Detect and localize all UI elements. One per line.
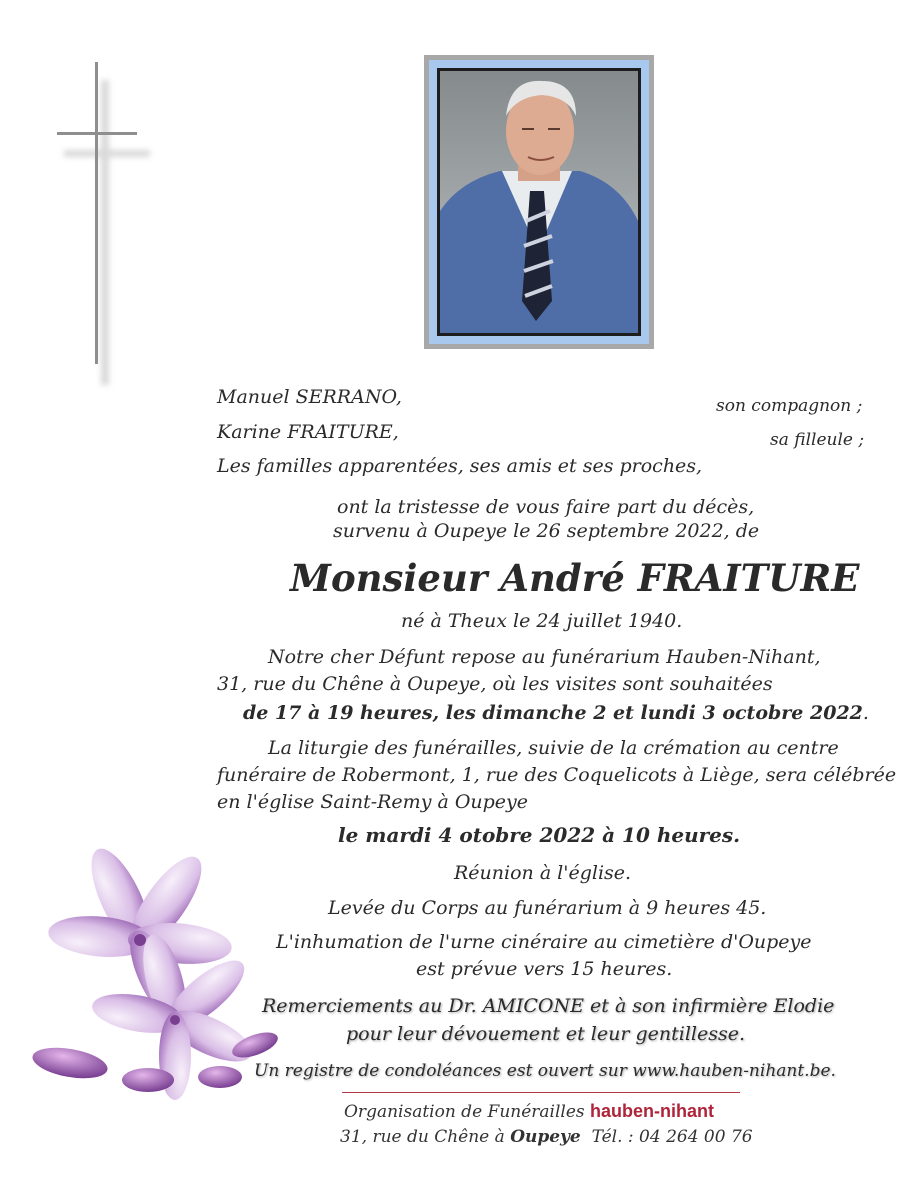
brand-logo: hauben-nihant <box>590 1101 715 1121</box>
family-others: Les familles apparentées, ses amis et ses proches, <box>217 455 703 477</box>
liturgy-line: en l'église Saint-Remy à Oupeye <box>217 791 529 813</box>
announcement-line: ont la tristesse de vous faire part du décès, <box>337 496 755 518</box>
visitation-line: Notre cher Défunt repose au funérarium Hauben-Nihant, <box>268 646 821 668</box>
cross-icon <box>57 132 137 135</box>
family-member-role: son compagnon ; <box>716 396 863 416</box>
liturgy-date: le mardi 4 otobre 2022 à 10 heures. <box>338 823 741 847</box>
visitation-times-end: . <box>862 702 869 724</box>
footer-separator <box>342 1092 740 1093</box>
liturgy-line: funéraire de Robermont, 1, rue des Coquelicots à Liège, sera célébrée <box>217 764 897 786</box>
visitation-times <box>243 702 869 724</box>
condolence-registry: Un registre de condoléances est ouvert sur www.hauben-nihant.be. <box>254 1061 836 1081</box>
family-member-name: Karine FRAITURE, <box>217 421 399 443</box>
announcement-line: survenu à Oupeye le 26 septembre 2022, de <box>333 520 760 542</box>
family-member-name: Manuel SERRANO, <box>217 386 402 408</box>
cross-shadow <box>101 80 109 385</box>
visitation-line: 31, rue du Chêne à Oupeye, où les visites sont souhaitées <box>217 673 773 695</box>
portrait-illustration <box>440 71 638 333</box>
footer-address <box>340 1127 753 1147</box>
meeting-info: Réunion à l'église. <box>454 862 632 884</box>
family-member-role: sa filleule ; <box>770 430 865 450</box>
thanks-line: pour leur dévouement et leur gentillesse. <box>346 1023 746 1045</box>
thanks-line: Remerciements au Dr. AMICONE et à son infirmière Elodie <box>262 995 835 1017</box>
footer-phone: Tél. : 04 264 00 76 <box>591 1127 753 1147</box>
deceased-birth: né à Theux le 24 juillet 1940. <box>401 610 683 632</box>
liturgy-line: La liturgie des funérailles, suivie de la crémation au centre <box>268 737 839 759</box>
footer-organisation <box>344 1101 714 1122</box>
footer-org-prefix: Organisation de Funérailles <box>344 1102 585 1122</box>
footer-address-prefix: 31, rue du Chêne à <box>340 1127 505 1147</box>
levee-info: Levée du Corps au funérarium à 9 heures 45. <box>328 897 767 919</box>
cross-icon <box>95 62 98 364</box>
portrait-photo <box>440 71 638 333</box>
visitation-times-text: de 17 à 19 heures, les dimanche 2 et lundi 3 octobre 2022 <box>243 702 863 724</box>
inhumation-line: est prévue vers 15 heures. <box>416 958 673 980</box>
deceased-name: Monsieur André FRAITURE <box>290 556 860 600</box>
lily-flowers-image <box>30 845 290 1105</box>
cross-shadow <box>64 150 150 157</box>
footer-address-city: Oupeye <box>510 1127 581 1147</box>
inhumation-line: L'inhumation de l'urne cinéraire au cimetière d'Oupeye <box>276 931 812 953</box>
